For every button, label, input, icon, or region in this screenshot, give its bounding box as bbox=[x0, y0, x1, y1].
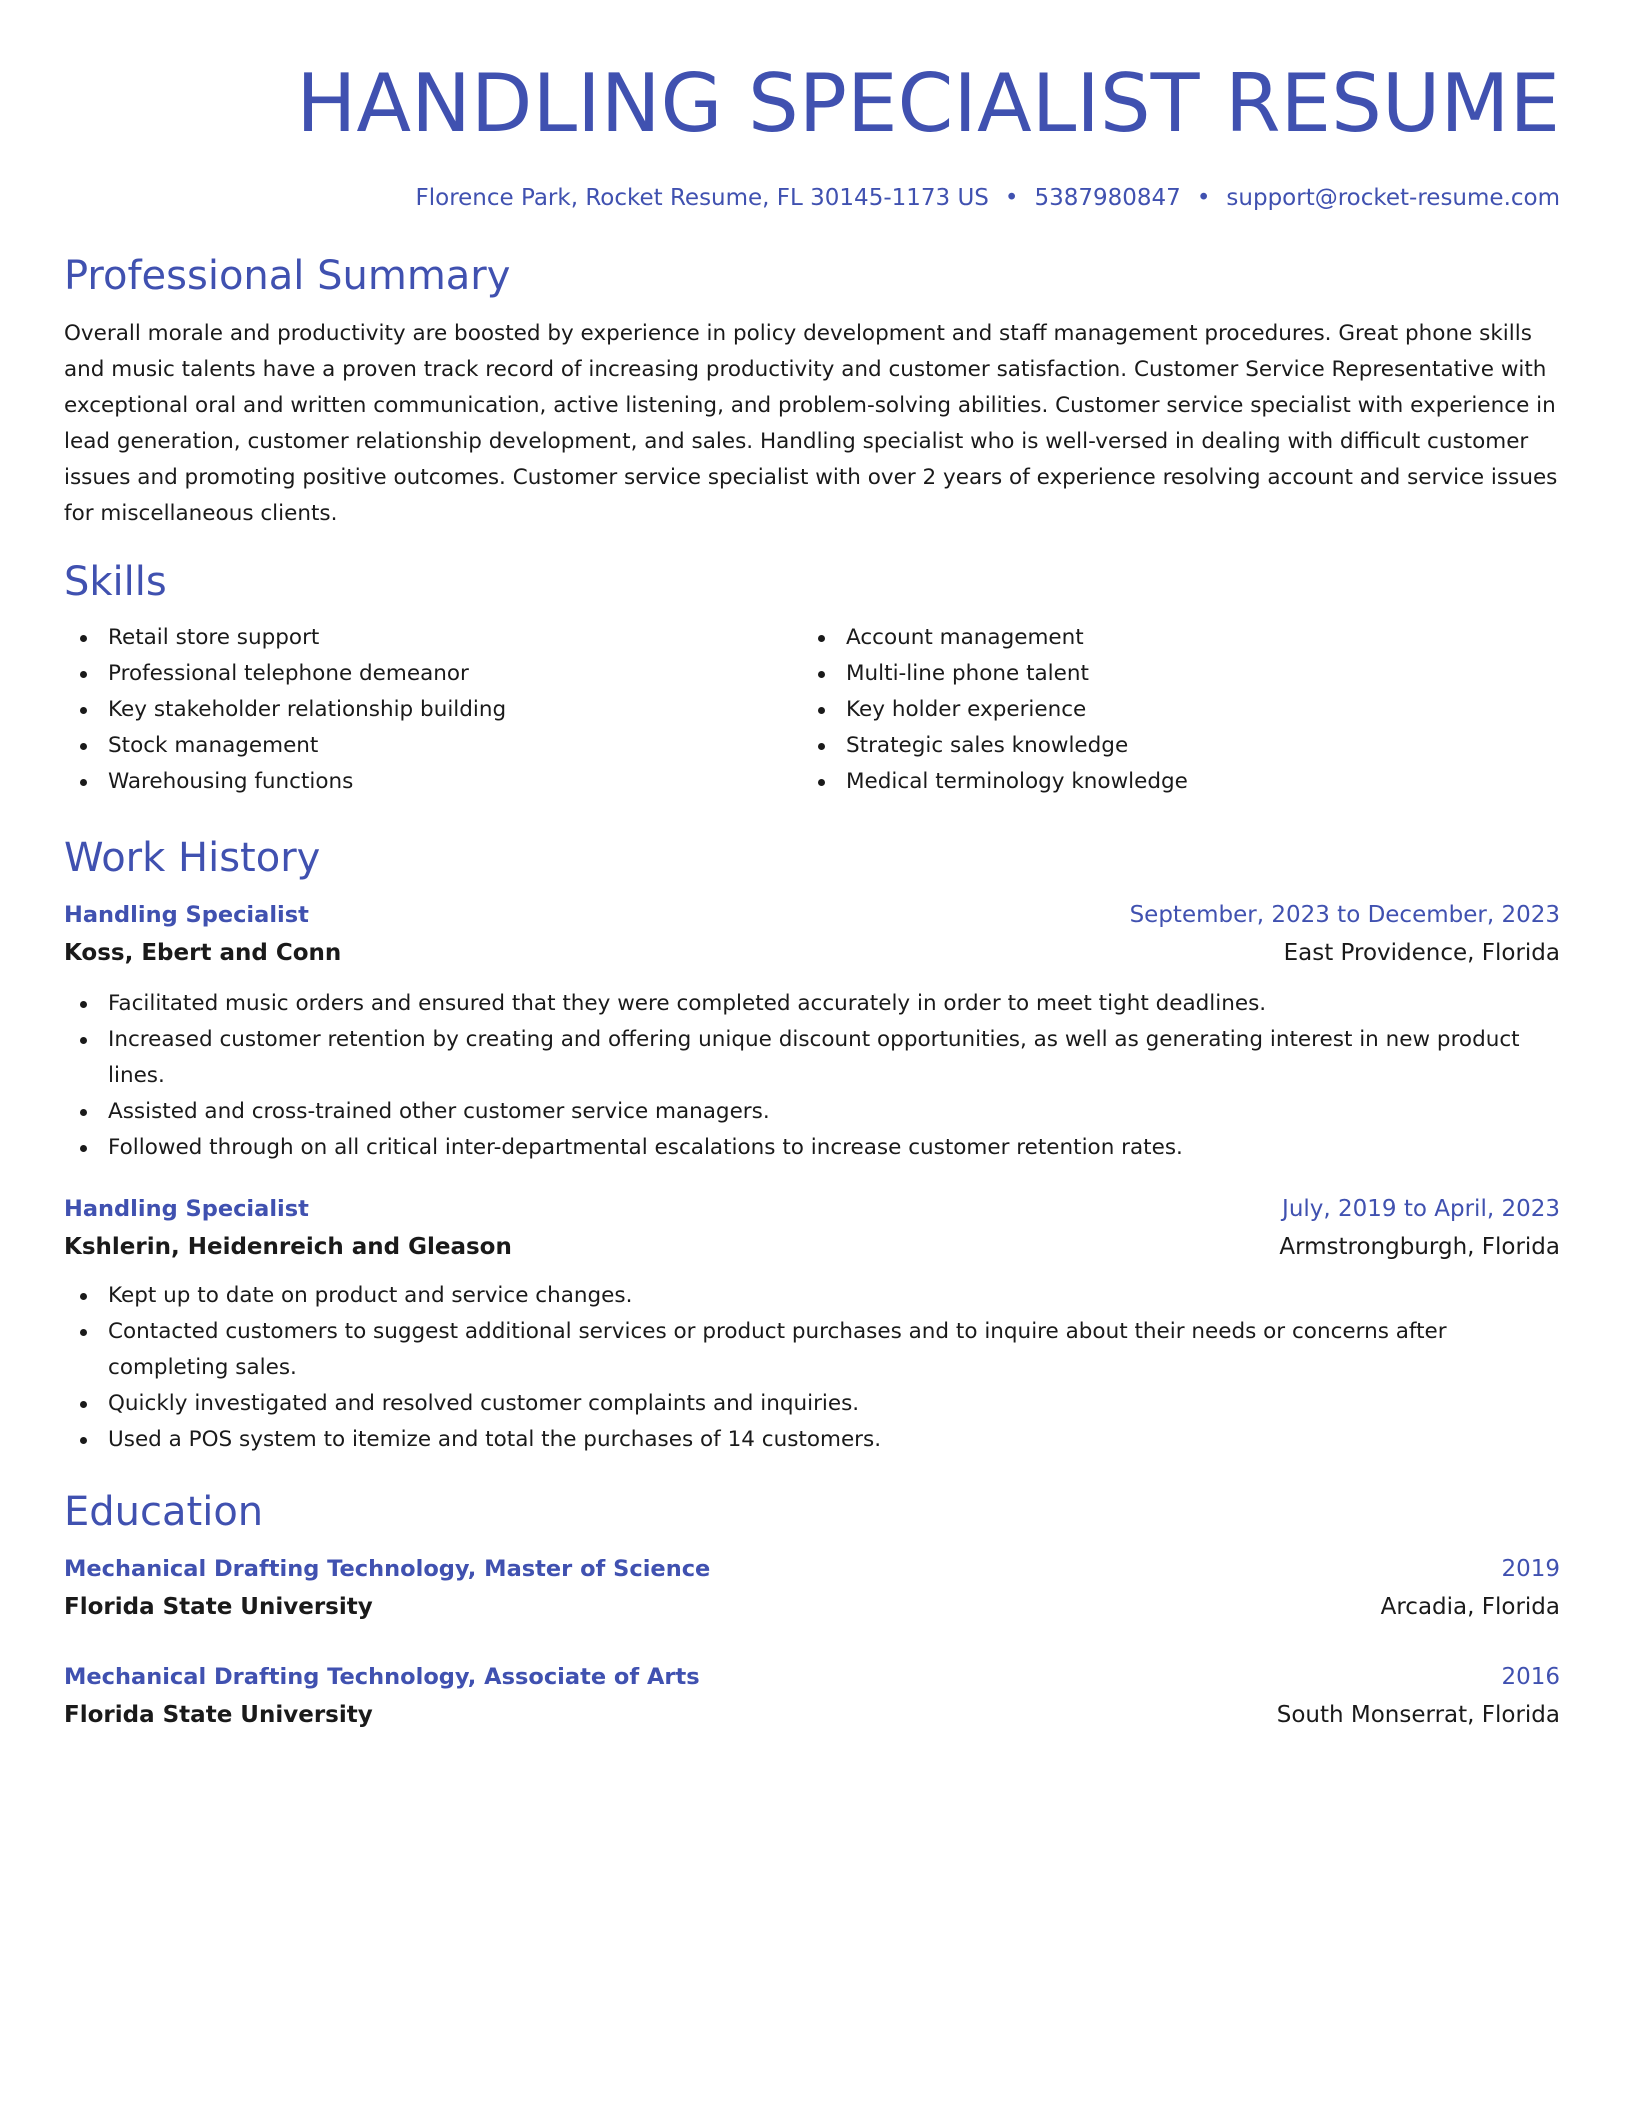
contact-phone[interactable]: 5387980847 bbox=[1034, 185, 1181, 211]
job-duty: Followed through on all critical inter-departmental escalations to increase customer retention rates. bbox=[64, 1130, 1560, 1166]
job-duty: Quickly investigated and resolved customer complaints and inquiries. bbox=[64, 1386, 1560, 1422]
work-entry-header bbox=[64, 896, 1560, 934]
contact-address: Florence Park, Rocket Resume, FL 30145-1173 US bbox=[415, 185, 989, 211]
education-entry-header bbox=[64, 1658, 1560, 1696]
degree-title: Mechanical Drafting Technology, Associate of Arts bbox=[64, 1664, 700, 1690]
job-duty: Used a POS system to itemize and total the purchases of 14 customers. bbox=[64, 1422, 1560, 1458]
job-duties bbox=[64, 986, 1560, 1166]
contact-email[interactable]: support@rocket-resume.com bbox=[1226, 185, 1560, 211]
skill-item: Strategic sales knowledge bbox=[802, 728, 1540, 764]
job-duty: Contacted customers to suggest additional services or product purchases and to inquire about their needs or concerns after completing sales. bbox=[64, 1314, 1560, 1386]
resume-page bbox=[64, 0, 1560, 1734]
work-entry-header bbox=[64, 1190, 1560, 1228]
summary-text: Overall morale and productivity are boosted by experience in policy development and staff management procedures. Great phone skills and music talents have a proven track record of increasing productivity and customer satisfaction. Customer Service Representative with exceptional oral and written communication, active listening, and problem-solving abilities. Customer service specialist with experience in lead generation, customer relationship development, and sales. Handling specialist who is well-versed in dealing with difficult customer issues and promoting positive outcomes. Customer service specialist with over 2 years of experience resolving account and service issues for miscellaneous clients. bbox=[64, 321, 1558, 526]
summary-heading: Professional Summary bbox=[64, 253, 511, 299]
skills-list-right bbox=[802, 620, 1540, 800]
resume-title: HANDLING SPECIALIST RESUME bbox=[296, 57, 1560, 150]
school-name: Florida State University bbox=[64, 1702, 373, 1728]
degree-year: 2019 bbox=[1501, 1556, 1560, 1582]
degree-year: 2016 bbox=[1501, 1664, 1560, 1690]
skill-item: Stock management bbox=[64, 728, 802, 764]
skill-item: Multi-line phone talent bbox=[802, 656, 1540, 692]
skill-item: Warehousing functions bbox=[64, 764, 802, 800]
education-entry bbox=[64, 1550, 1560, 1626]
job-duty: Facilitated music orders and ensured that they were completed accurately in order to meet tight deadlines. bbox=[64, 986, 1560, 1022]
contact-separator: • bbox=[1004, 185, 1019, 211]
work-entry bbox=[64, 1190, 1560, 1458]
school-name: Florida State University bbox=[64, 1594, 373, 1620]
work-history-heading: Work History bbox=[64, 835, 321, 881]
job-title: Handling Specialist bbox=[64, 902, 309, 928]
job-duty: Assisted and cross-trained other customer service managers. bbox=[64, 1094, 1560, 1130]
skill-item: Key stakeholder relationship building bbox=[64, 692, 802, 728]
contact-line bbox=[64, 182, 1560, 214]
skill-item: Professional telephone demeanor bbox=[64, 656, 802, 692]
job-duty: Increased customer retention by creating and offering unique discount opportunities, as well as generating interest in new product lines. bbox=[64, 1022, 1560, 1094]
job-dates: July, 2019 to April, 2023 bbox=[1282, 1196, 1560, 1222]
education-heading: Education bbox=[64, 1489, 264, 1535]
job-dates: September, 2023 to December, 2023 bbox=[1129, 902, 1560, 928]
education-entry bbox=[64, 1658, 1560, 1734]
job-company: Kshlerin, Heidenreich and Gleason bbox=[64, 1234, 512, 1260]
skill-item: Account management bbox=[802, 620, 1540, 656]
skills-heading: Skills bbox=[64, 559, 167, 605]
job-location: East Providence, Florida bbox=[1283, 940, 1560, 966]
education-entry-subheader bbox=[64, 1696, 1560, 1734]
job-duties bbox=[64, 1278, 1560, 1458]
skills-grid bbox=[64, 620, 1560, 800]
education-entry-header bbox=[64, 1550, 1560, 1588]
job-duty: Kept up to date on product and service changes. bbox=[64, 1278, 1560, 1314]
school-location: South Monserrat, Florida bbox=[1276, 1702, 1560, 1728]
job-location: Armstrongburgh, Florida bbox=[1279, 1234, 1560, 1260]
work-entry-subheader bbox=[64, 934, 1560, 972]
skill-item: Retail store support bbox=[64, 620, 802, 656]
school-location: Arcadia, Florida bbox=[1380, 1594, 1560, 1620]
work-entry bbox=[64, 896, 1560, 1166]
skills-list-left bbox=[64, 620, 802, 800]
work-entry-subheader bbox=[64, 1228, 1560, 1266]
job-title: Handling Specialist bbox=[64, 1196, 309, 1222]
contact-separator: • bbox=[1196, 185, 1211, 211]
skill-item: Key holder experience bbox=[802, 692, 1540, 728]
education-entry-subheader bbox=[64, 1588, 1560, 1626]
skill-item: Medical terminology knowledge bbox=[802, 764, 1540, 800]
job-company: Koss, Ebert and Conn bbox=[64, 940, 342, 966]
degree-title: Mechanical Drafting Technology, Master of Science bbox=[64, 1556, 711, 1582]
